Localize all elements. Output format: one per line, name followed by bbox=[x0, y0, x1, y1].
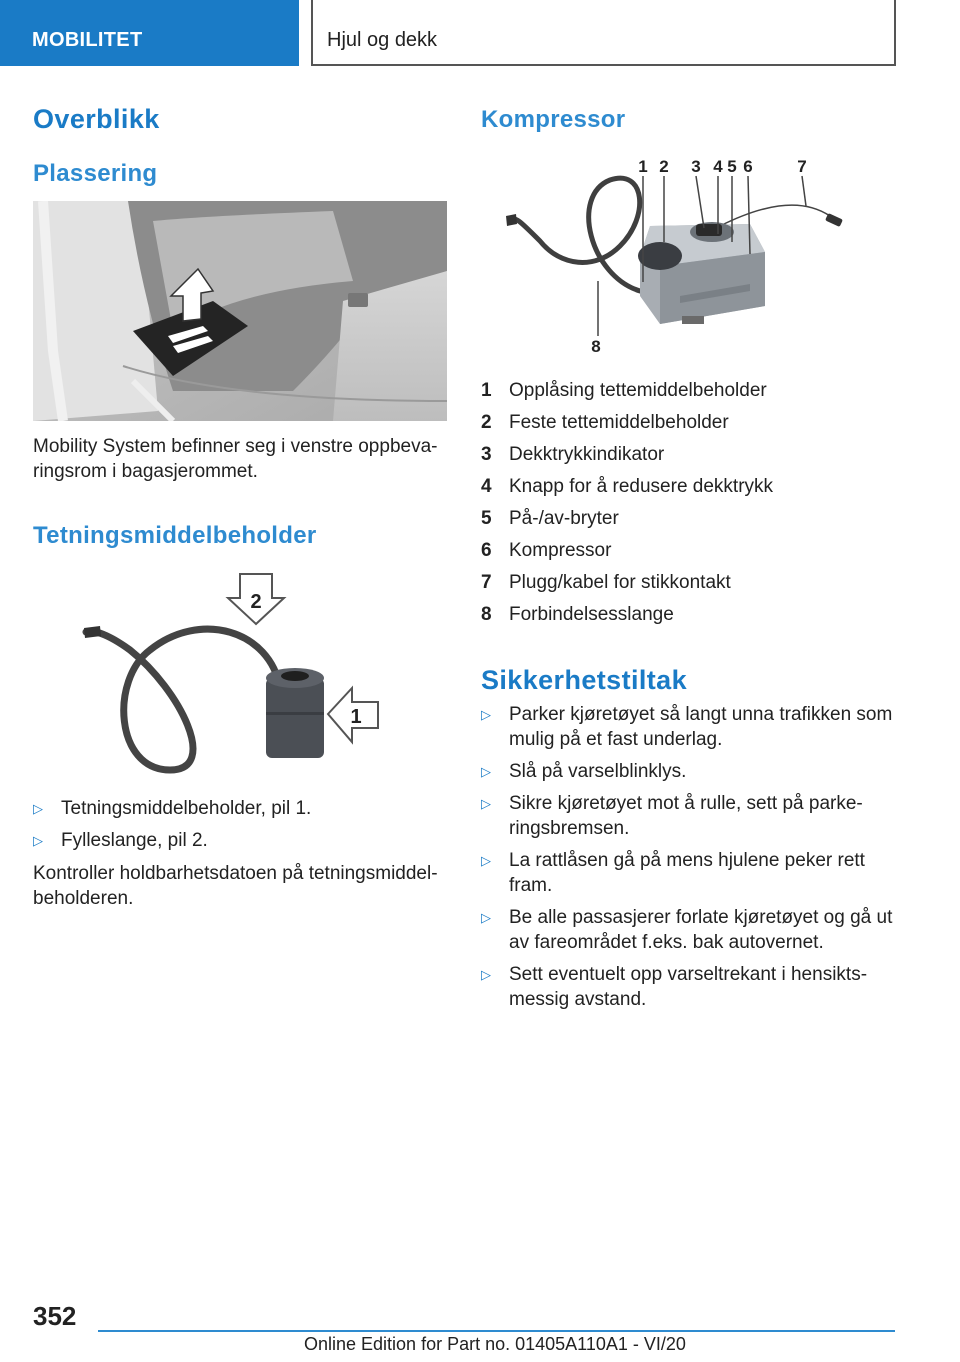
diagram-label-4: 4 bbox=[713, 157, 723, 176]
edition-text: Online Edition for Part no. 01405A110A1 - VI/20 bbox=[304, 1334, 686, 1354]
list-item: 6 Kompressor bbox=[481, 540, 612, 561]
diagram-label-7: 7 bbox=[797, 157, 807, 176]
list-item: ▷ La rattlåsen gå på mens hjulene peker rett fram. bbox=[481, 850, 865, 896]
list-item: 1 Opplåsing tettemiddelbeholder bbox=[481, 380, 767, 401]
diagram-label-1: 1 bbox=[638, 157, 648, 176]
page-title: Overblikk bbox=[33, 104, 160, 134]
diagram-label-3: 3 bbox=[691, 157, 701, 176]
triangle-bullet-icon: ▷ bbox=[481, 967, 491, 982]
list-item: ▷ Sett eventuelt opp varseltrekant i hensikts- messig avstand. bbox=[481, 964, 868, 1010]
arrow-label-2: 2 bbox=[250, 591, 262, 613]
sealant-bullets bbox=[33, 796, 311, 860]
sealant-container-diagram bbox=[70, 570, 390, 780]
sealant-note-line-1: Kontroller holdbarhetsdatoen på tetningsmiddel- bbox=[33, 863, 438, 884]
list-item: 2 Feste tettemiddelbeholder bbox=[481, 412, 729, 433]
triangle-bullet-icon: ▷ bbox=[481, 853, 491, 868]
triangle-bullet-icon: ▷ bbox=[481, 910, 491, 925]
list-item: 3 Dekktrykkindikator bbox=[481, 444, 665, 465]
list-item: ▷ Be alle passasjerer forlate kjøretøyet og gå ut av fareområdet f.eks. bak autovernet. bbox=[481, 907, 893, 953]
compressor-heading: Kompressor bbox=[481, 106, 626, 133]
sealant-note-line-2: beholderen. bbox=[33, 888, 134, 909]
list-item: 7 Plugg/kabel for stikkontakt bbox=[481, 572, 731, 593]
page-number: 352 bbox=[33, 1301, 77, 1331]
compressor-diagram bbox=[500, 156, 880, 356]
triangle-bullet-icon: ▷ bbox=[481, 796, 491, 811]
list-item: ▷ Parker kjøretøyet så langt unna trafikken som mulig på et fast underlag. bbox=[481, 704, 893, 750]
list-item: 5 På-/av-bryter bbox=[481, 508, 619, 529]
sealant-heading: Tetningsmiddelbeholder bbox=[33, 522, 317, 549]
placement-heading: Plassering bbox=[33, 160, 158, 187]
placement-text-line-2: ringsrom i bagasjerommet. bbox=[33, 461, 258, 482]
diagram-label-5: 5 bbox=[727, 157, 737, 176]
trunk-illustration bbox=[33, 201, 447, 421]
arrow-label-1: 1 bbox=[350, 706, 362, 728]
trunk-photo bbox=[33, 201, 447, 421]
list-item: 8 Forbindelsesslange bbox=[481, 604, 674, 625]
footer-divider bbox=[98, 1330, 895, 1332]
section-title: MOBILITET bbox=[32, 29, 143, 51]
list-item: ▷ Fylleslange, pil 2. bbox=[33, 830, 208, 851]
list-item: 4 Knapp for å redusere dekktrykk bbox=[481, 476, 774, 497]
diagram-label-8: 8 bbox=[591, 337, 601, 356]
triangle-bullet-icon: ▷ bbox=[481, 707, 491, 722]
diagram-label-6: 6 bbox=[743, 157, 753, 176]
triangle-bullet-icon: ▷ bbox=[33, 833, 43, 848]
list-item: ▷ Slå på varselblinklys. bbox=[481, 761, 687, 782]
list-item: ▷ Sikre kjøretøyet mot å rulle, sett på parke- ringsbremsen. bbox=[481, 793, 863, 839]
triangle-bullet-icon: ▷ bbox=[33, 801, 43, 816]
section-tab bbox=[0, 0, 299, 66]
safety-heading: Sikkerhetstiltak bbox=[481, 665, 687, 695]
parts-list bbox=[481, 378, 773, 634]
safety-bullets bbox=[481, 702, 892, 1019]
list-item: ▷ Tetningsmiddelbeholder, pil 1. bbox=[33, 798, 312, 819]
placement-text-line-1: Mobility System befinner seg i venstre oppbeva- bbox=[33, 436, 438, 457]
triangle-bullet-icon: ▷ bbox=[481, 764, 491, 779]
diagram-label-2: 2 bbox=[659, 157, 669, 176]
chapter-title: Hjul og dekk bbox=[327, 29, 438, 51]
chapter-box bbox=[311, 0, 896, 66]
